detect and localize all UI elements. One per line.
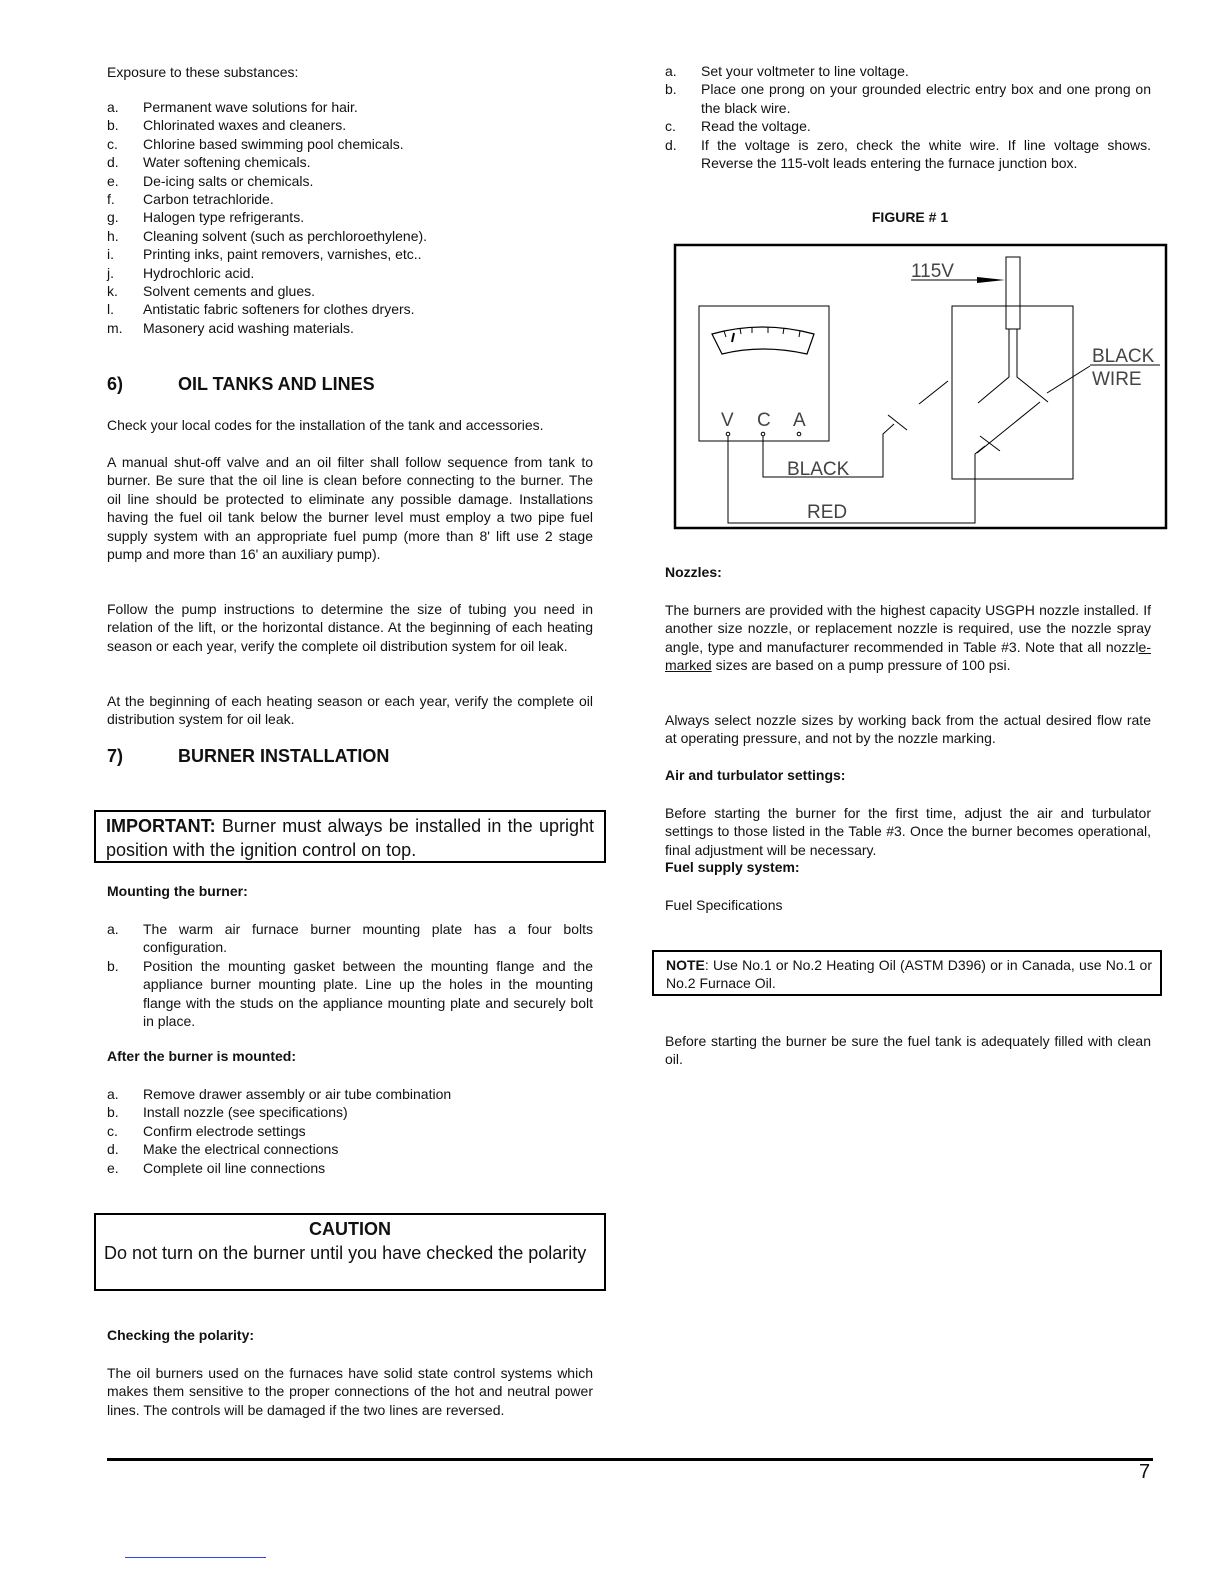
- list-marker: h.: [107, 227, 119, 244]
- polarity-heading: Checking the polarity:: [107, 1327, 255, 1343]
- important-box: [94, 810, 606, 863]
- list-marker: b.: [107, 957, 119, 974]
- meter-a-label: A: [793, 410, 806, 431]
- air-turbulator-heading: Air and turbulator settings:: [665, 767, 846, 783]
- meter-v-label: V: [721, 410, 734, 431]
- s6-paragraph-3: Follow the pump instructions to determine the size of tubing you need in relation of the lift, or the horizontal distance. At the beginning of each heating season or each year, verify the complete oil distribution system for oil leak.: [107, 601, 593, 654]
- list-marker: i.: [107, 246, 114, 263]
- black-lead-label: BLACK: [787, 459, 850, 480]
- list-marker: e.: [107, 1159, 119, 1176]
- list-item-text: De-icing salts or chemicals.: [143, 172, 314, 189]
- list-marker: b.: [107, 1104, 119, 1121]
- list-marker: m.: [107, 319, 123, 336]
- fuel-supply-heading: Fuel supply system:: [665, 859, 800, 875]
- important-label: IMPORTANT:: [106, 816, 216, 836]
- list-item-text: Complete oil line connections: [143, 1159, 326, 1176]
- power-cable: [1006, 257, 1020, 329]
- nozzles-paragraph-1: The burners are provided with the highest capacity USGPH nozzle installed. If another size nozzle, or replacement nozzle is required, use the nozzle spray angle, type and manufacturer recommended in Table #3. Note that all nozzle-marked sizes are based on a pump pressure of 100 psi.: [665, 602, 1151, 674]
- list-item-text: Chlorine based swimming pool chemicals.: [143, 135, 404, 152]
- list-marker: f.: [107, 191, 115, 207]
- list-marker: d.: [107, 1141, 119, 1158]
- fuel-specifications: Fuel Specifications: [665, 897, 783, 913]
- list-marker: k.: [107, 283, 118, 299]
- list-marker: e.: [107, 172, 119, 189]
- list-item-text: Confirm electrode settings: [143, 1122, 306, 1139]
- nozzles-paragraph-2: Always select nozzle sizes by working back from the actual desired flow rate at operating pressure, and not by the nozzle marking.: [665, 712, 1151, 747]
- list-item-text: Masonery acid washing materials.: [143, 319, 354, 336]
- list-item-text: Remove drawer assembly or air tube combination: [143, 1086, 452, 1102]
- link-underline[interactable]: [125, 1557, 266, 1558]
- list-marker: a.: [107, 1086, 119, 1102]
- list-item-text: Install nozzle (see specifications): [143, 1104, 348, 1121]
- air-turbulator-text: Before starting the burner for the first time, adjust the air and turbulator settings to those listed in the Table #3. Once the burner becomes operational, final adjustment will be necessary.: [665, 805, 1151, 858]
- s6-paragraph-2: A manual shut-off valve and an oil filter shall follow sequence from tank to burner. Be sure that the oil line is clean before connecting to the burner. The oil line should be protected to eliminate any possible damage. Installations having the fuel oil tank below the burner level must employ a two pipe fuel supply system with an appropriate fuel pump (more than 8' lift use 2 stage pump and more than 16' an auxiliary pump).: [107, 454, 593, 563]
- important-notice: [106, 815, 594, 862]
- final-paragraph: Before starting the burner be sure the fuel tank is adequately filled with clean oil.: [665, 1033, 1151, 1068]
- caution-title: CAUTION: [309, 1219, 391, 1239]
- list-item-text: Permanent wave solutions for hair.: [143, 99, 358, 115]
- list-item-text: Hydrochloric acid.: [143, 264, 255, 281]
- black-wire-label-2: WIRE: [1092, 369, 1142, 390]
- after-mounted-heading: After the burner is mounted:: [107, 1048, 297, 1064]
- s6-paragraph-4: At the beginning of each heating season or each year, verify the complete oil distribution system for oil leak.: [107, 693, 593, 728]
- list-item-text: Position the mounting gasket between the mounting flange and the appliance burner mounting plate. Line up the holes in the mounting flange with the studs on the appliance mounting plate and securely bolt in place.: [143, 957, 593, 1030]
- arrow-icon: [977, 277, 1005, 283]
- note-box: [652, 950, 1162, 996]
- list-item-text: Make the electrical connections: [143, 1141, 339, 1158]
- voltage-label: 115V: [911, 261, 954, 282]
- section-7-number: 7): [107, 746, 124, 766]
- list-marker: a.: [665, 63, 677, 79]
- list-marker: c.: [107, 135, 118, 152]
- list-marker: a.: [107, 921, 119, 937]
- polarity-text: The oil burners used on the furnaces have solid state control systems which makes them sensitive to the proper connections of the hot and neutral power lines. The controls will be damaged if the two lines are reversed.: [107, 1365, 593, 1418]
- section-6-title: OIL TANKS AND LINES: [178, 374, 375, 394]
- junction-box: [952, 306, 1073, 479]
- section-7-title: BURNER INSTALLATION: [178, 746, 390, 766]
- meter-c-label: C: [757, 410, 771, 431]
- list-marker: b.: [665, 81, 677, 98]
- list-item-text: Chlorinated waxes and cleaners.: [143, 117, 347, 134]
- list-marker: a.: [107, 99, 119, 115]
- black-wire-label-1: BLACK: [1092, 346, 1155, 367]
- mounting-heading: Mounting the burner:: [107, 883, 248, 899]
- list-item-text: Solvent cements and glues.: [143, 283, 315, 299]
- list-item-text: Read the voltage.: [701, 118, 811, 135]
- section-6-number: 6): [107, 374, 124, 394]
- list-marker: j.: [107, 264, 114, 281]
- list-item-text: If the voltage is zero, check the white wire. If line voltage shows. Reverse the 115-volt leads entering the furnace junction box.: [701, 136, 1151, 171]
- important-text: Burner must always be installed in the upright position with the ignition control on top.: [106, 816, 594, 860]
- nozzles-heading: Nozzles:: [665, 564, 722, 580]
- page-number: 7: [1139, 1461, 1151, 1483]
- list-marker: c.: [665, 118, 676, 135]
- list-marker: b.: [107, 117, 119, 134]
- list-item-text: Place one prong on your grounded electric entry box and one prong on the black wire.: [701, 81, 1151, 116]
- list-item-text: Set your voltmeter to line voltage.: [701, 63, 909, 79]
- caution-box: [94, 1213, 606, 1291]
- caution-text: Do not turn on the burner until you have checked the polarity: [104, 1243, 587, 1263]
- list-item-text: Cleaning solvent (such as perchloroethylene).: [143, 227, 428, 244]
- s6-paragraph-1: Check your local codes for the installation of the tank and accessories.: [107, 417, 544, 433]
- list-item-text: Carbon tetrachloride.: [143, 191, 274, 207]
- exposure-intro: Exposure to these substances:: [107, 64, 299, 80]
- list-item-text: Printing inks, paint removers, varnishes, etc..: [143, 246, 422, 263]
- list-marker: c.: [107, 1122, 118, 1139]
- list-item-text: The warm air furnace burner mounting plate has a four bolts configuration.: [143, 921, 593, 956]
- list-marker: d.: [665, 136, 677, 153]
- note-text: NOTE: Use No.1 or No.2 Heating Oil (ASTM D396) or in Canada, use No.1 or No.2 Furnace Oil.: [666, 957, 1152, 992]
- list-marker: l.: [107, 301, 114, 318]
- list-item-text: Antistatic fabric softeners for clothes dryers.: [143, 301, 415, 318]
- red-test-lead: [728, 402, 1040, 523]
- red-lead-label: RED: [807, 502, 848, 523]
- list-marker: g.: [107, 209, 119, 226]
- voltmeter-needle: [732, 333, 734, 342]
- figure-title: FIGURE # 1: [871, 209, 949, 225]
- list-marker: d.: [107, 154, 119, 171]
- voltmeter-dial: [712, 327, 814, 354]
- footer-rule: [107, 1458, 1153, 1461]
- list-item-text: Water softening chemicals.: [143, 154, 311, 171]
- list-item-text: Halogen type refrigerants.: [143, 209, 305, 226]
- polarity-wiring-diagram: [672, 240, 1172, 530]
